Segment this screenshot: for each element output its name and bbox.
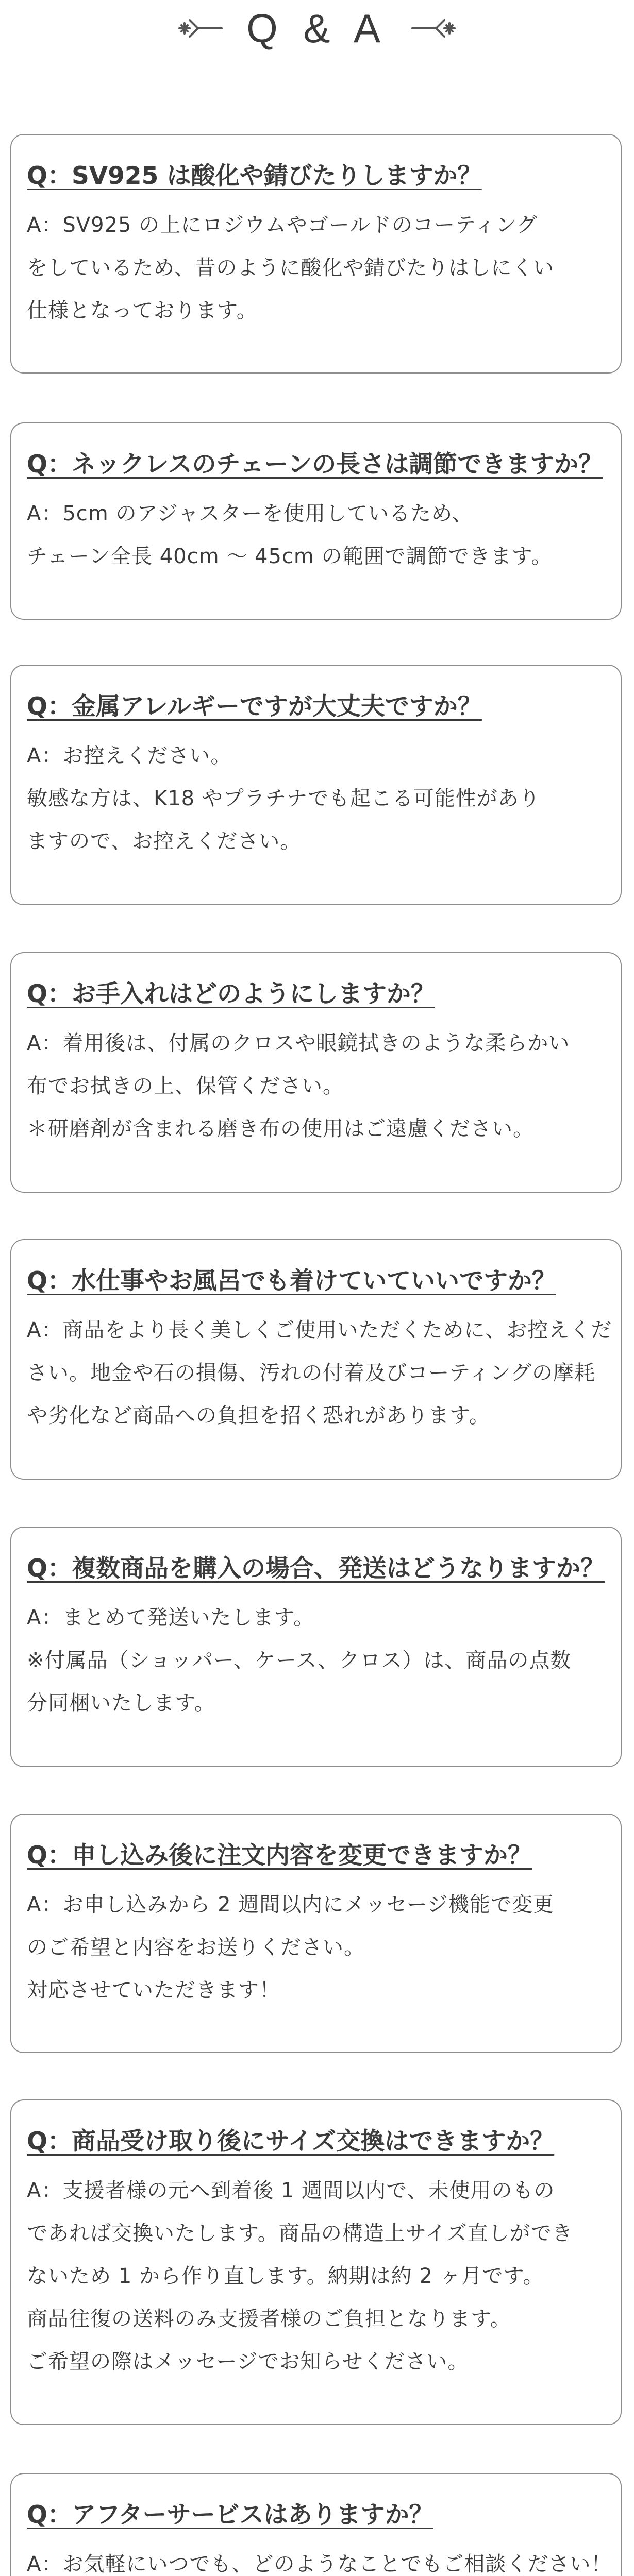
faq-answer: [27, 1884, 621, 2012]
faq-question: Q：商品受け取り後にサイズ交換はできますか？: [27, 2127, 555, 2156]
answer-line: A：お気軽にいつでも、どのようなことでもご相談ください！: [27, 2552, 612, 2576]
answer-line: ないため 1 から作り直します。納期は約 2 ヶ月です。: [27, 2264, 544, 2288]
faq-question: Q：申し込み後に注文内容を変更できますか？: [27, 1841, 532, 1870]
faq-card-shipping: [10, 1527, 622, 1767]
faq-answer: [27, 2543, 621, 2576]
answer-line: A：5cm のアジャスターを使用しているため、: [27, 502, 473, 526]
faq-card-order-change: [10, 1814, 622, 2053]
faq-card-oxidation: [10, 134, 622, 374]
answer-line: 分同梱いたします。: [27, 1691, 215, 1715]
answer-line: のご希望と内容をお送りください。: [27, 1936, 365, 1959]
faq-question: Q：お手入れはどのようにしますか？: [27, 980, 435, 1008]
answer-line: 仕様となっております。: [27, 299, 258, 323]
answer-line: A：着用後は、付属のクロスや眼鏡拭きのような柔らかい: [27, 1031, 570, 1055]
faq-answer: [27, 204, 621, 332]
answer-line: ＊研磨剤が含まれる磨き布の使用はご遠慮ください。: [27, 1117, 534, 1141]
answer-line: チェーン全長 40cm ～ 45cm の範囲で調節できます。: [27, 545, 553, 568]
answer-line: をしているため、昔のように酸化や錆びたりはしにくい: [27, 256, 555, 280]
faq-question: Q：複数商品を購入の場合、発送はどうなりますか？: [27, 1554, 605, 1583]
page-header: [0, 0, 634, 57]
answer-line: 商品往復の送料のみ支援者様のご負担となります。: [27, 2307, 511, 2331]
faq-answer: [27, 1309, 621, 1437]
answer-line: さい。地金や石の損傷、汚れの付着及びコーティングの摩耗: [27, 1361, 595, 1385]
faq-answer: [27, 2170, 621, 2383]
answer-line: A：まとめて発送いたします。: [27, 1606, 315, 1630]
right-sparkle-ornament-icon: [410, 13, 457, 44]
faq-card-care: [10, 952, 622, 1193]
faq-question: Q：水仕事やお風呂でも着けていていいですか？: [27, 1267, 556, 1295]
answer-line: 対応させていただきます！: [27, 1978, 280, 2002]
answer-line: 布でお拭きの上、保管ください。: [27, 1074, 344, 1098]
answer-line: 敏感な方は、K18 やプラチナでも起こる可能性があり: [27, 787, 540, 810]
faq-question: Q：アフターサービスはありますか？: [27, 2501, 433, 2529]
faq-card-after-service: [10, 2473, 622, 2576]
faq-card-metal-allergy: [10, 665, 622, 905]
faq-question: Q：SV925 は酸化や錆びたりしますか？: [27, 162, 482, 190]
faq-question: Q：ネックレスのチェーンの長さは調節できますか？: [27, 450, 603, 479]
faq-card-size-exchange: [10, 2099, 622, 2425]
faq-answer: [27, 1022, 621, 1150]
answer-line: ますので、お控えください。: [27, 829, 302, 853]
faq-card-water: [10, 1239, 622, 1480]
answer-line: A：商品をより長く美しくご使用いただくために、お控えくだ: [27, 1318, 612, 1342]
answer-line: A：支援者様の元へ到着後 1 週間以内で、未使用のもの: [27, 2179, 555, 2202]
faq-card-chain-length: [10, 422, 622, 620]
page-title: Q & A: [246, 6, 388, 51]
answer-line: や劣化など商品への負担を招く恐れがあります。: [27, 1404, 490, 1428]
answer-line: ご希望の際はメッセージでお知らせください。: [27, 2350, 469, 2374]
left-sparkle-ornament-icon: [177, 13, 224, 44]
faq-answer: [27, 1597, 621, 1725]
answer-line: A：お申し込みから 2 週間以内にメッセージ機能で変更: [27, 1893, 554, 1917]
faq-answer: [27, 493, 621, 578]
faq-question: Q：金属アレルギーですが大丈夫ですか？: [27, 692, 482, 721]
answer-line: であれば交換いたします。商品の構造上サイズ直しができ: [27, 2222, 573, 2245]
answer-line: A：お控えください。: [27, 744, 232, 768]
answer-line: A：SV925 の上にロジウムやゴールドのコーティング: [27, 213, 538, 237]
answer-line: ※付属品（ショッパー、ケース、クロス）は、商品の点数: [27, 1649, 572, 1672]
faq-answer: [27, 735, 621, 863]
